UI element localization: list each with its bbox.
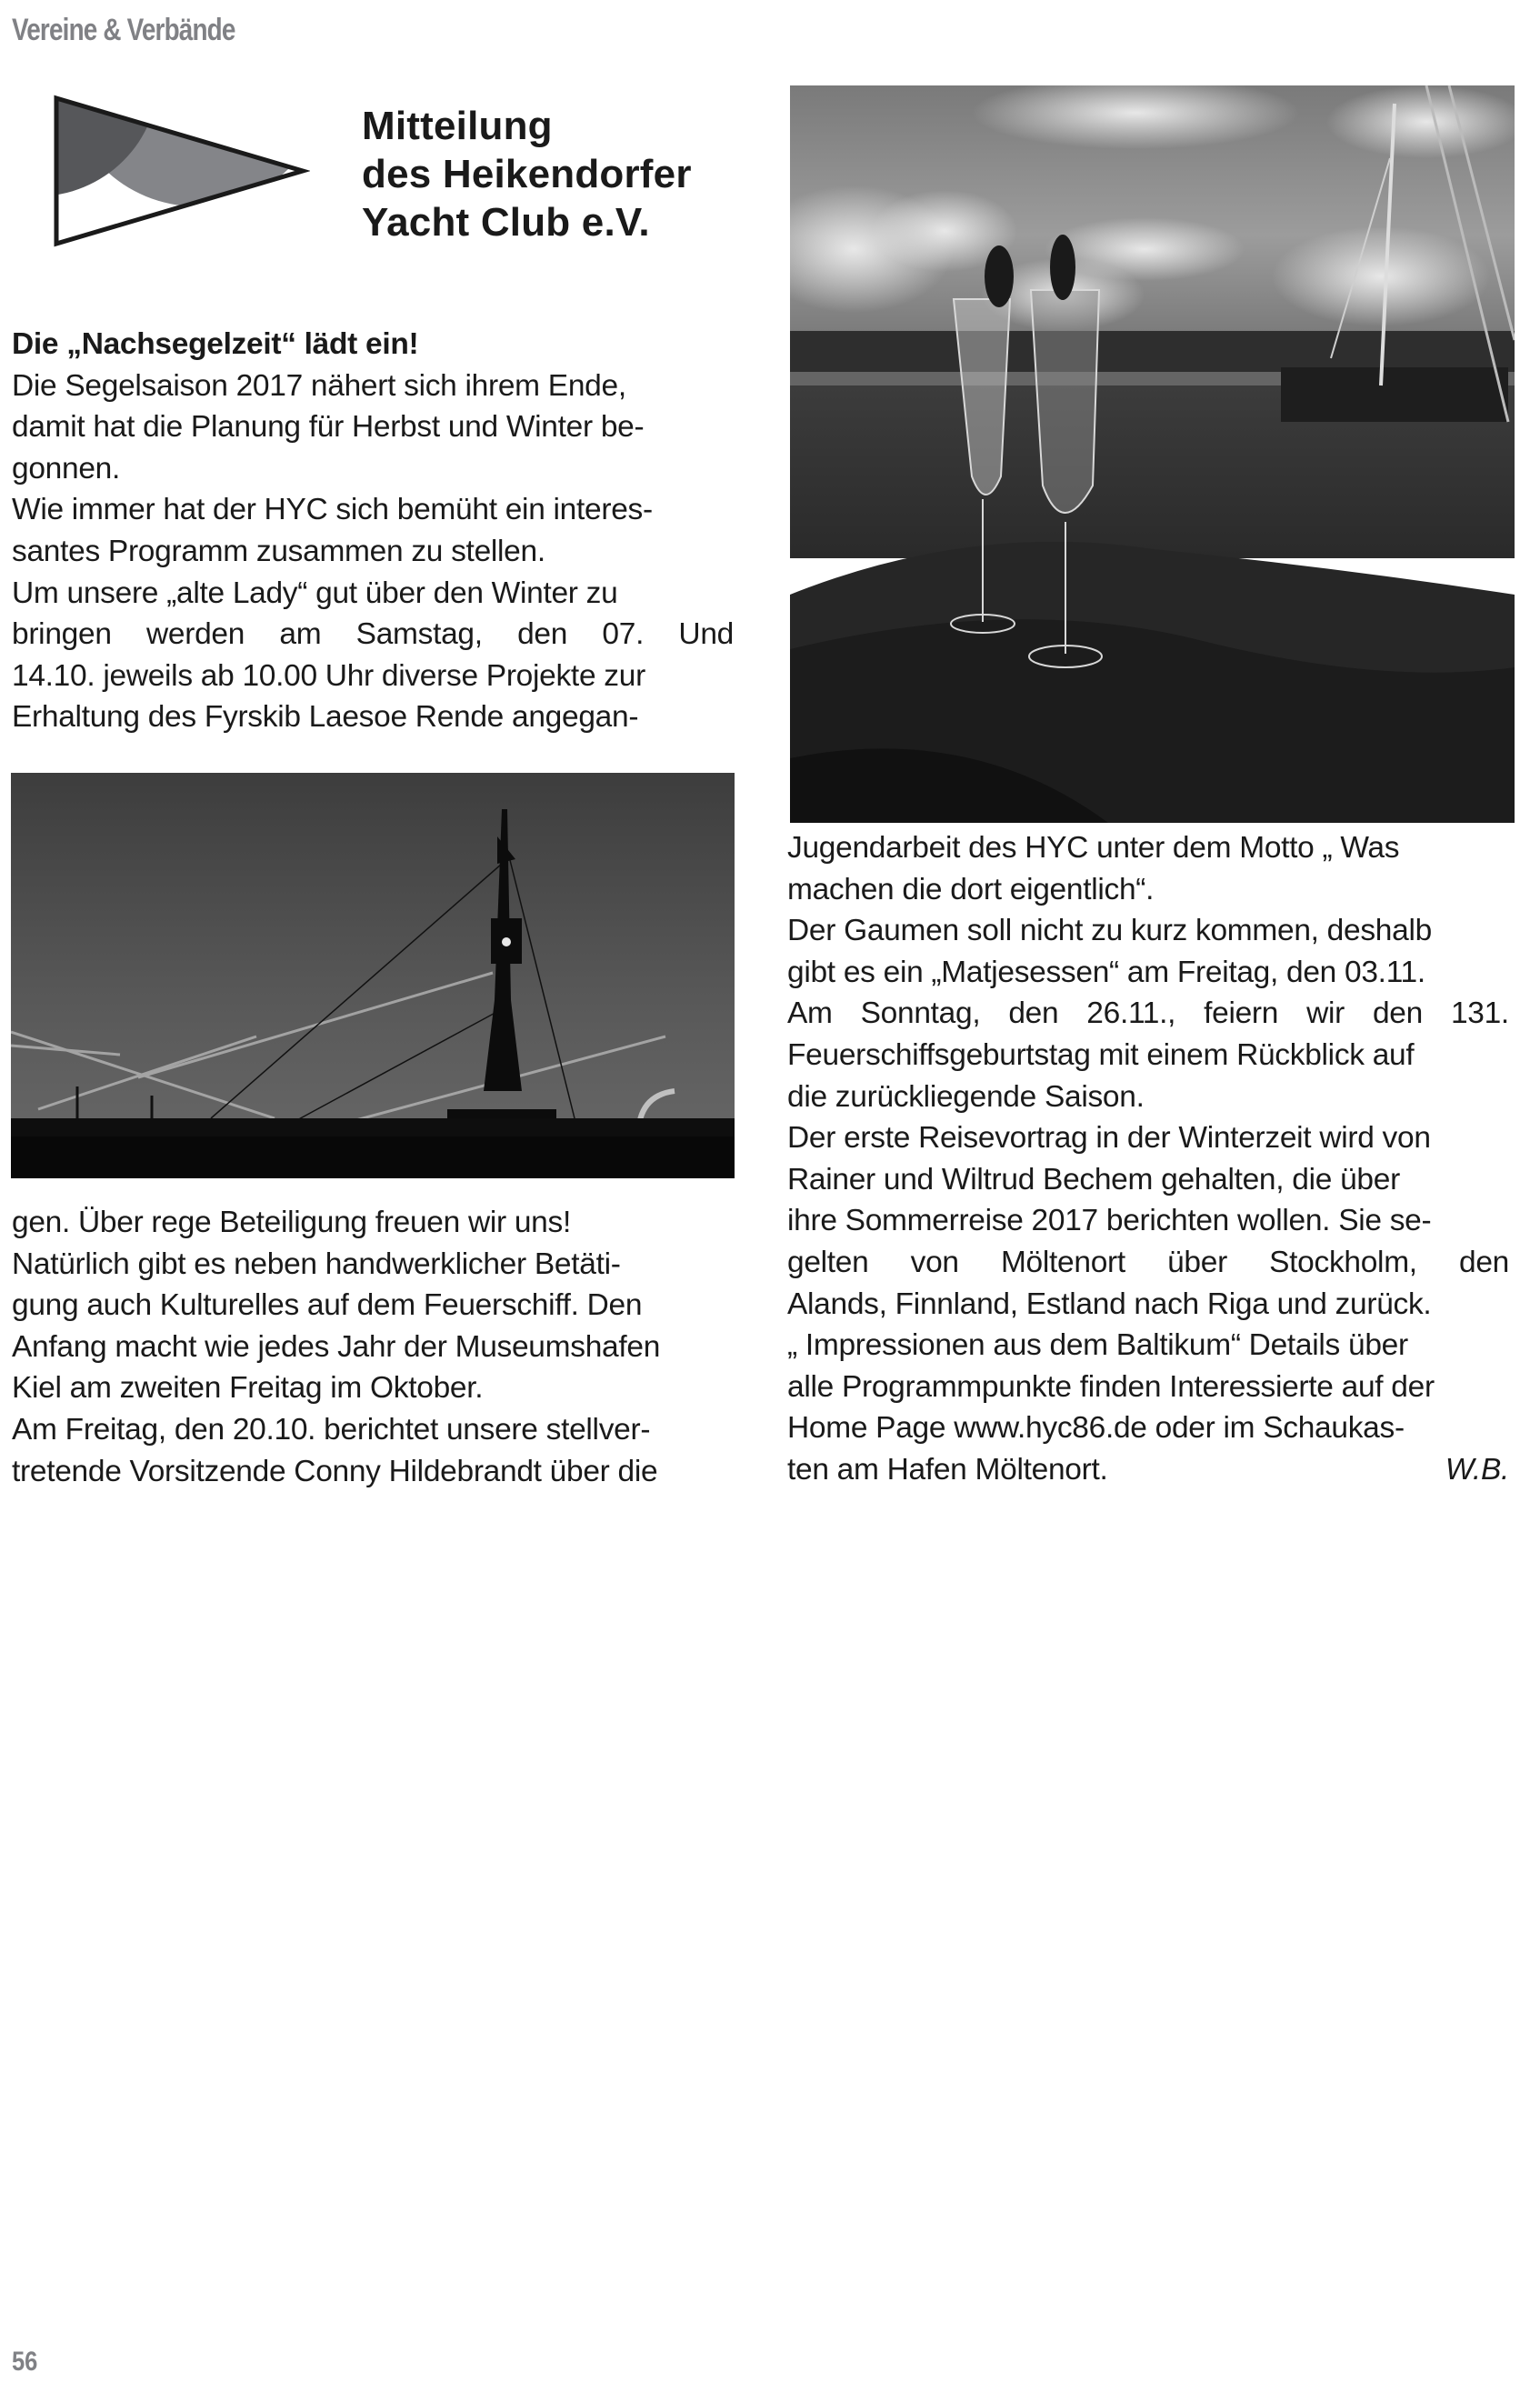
word: den [1372,996,1423,1031]
word: 07. [602,617,645,652]
word: gelten [787,1245,869,1279]
word: den [517,617,568,652]
text-line: Rainer und Wiltrud Bechem gehalten, die über [787,1162,1400,1197]
section-header: Vereine & Verbände [12,13,235,47]
text-line: gibt es ein „Matjesessen“ am Freitag, den 03.11. [787,955,1425,989]
word: über [1167,1245,1227,1279]
word: Am [787,996,833,1031]
text-line: gung auch Kulturelles auf dem Feuerschiff. Den [12,1288,643,1323]
text-line: tretende Vorsitzende Conny Hildebrandt über die [12,1454,658,1488]
text-line: Der Gaumen soll nicht zu kurz kommen, deshalb [787,914,1432,948]
text-line: „ Impressionen aus dem Baltikum“ Details über [787,1328,1408,1363]
word: 26.11., [1086,996,1176,1031]
word: bringen [12,617,112,652]
lightship-silhouette-sunset-photo [11,773,735,1178]
text-line: Erhaltung des Fyrskib Laesoe Rende angegan- [12,700,639,735]
word: 131. [1450,996,1509,1031]
word: wir [1306,996,1345,1031]
text-line: gonnen. [12,451,120,486]
text-line [12,614,734,656]
headline: Die „Nachsegelzeit“ lädt ein! [12,327,419,361]
text-line: damit hat die Planung für Herbst und Winter be- [12,410,645,445]
text-line-end: ten am Hafen Möltenort. [787,1452,1108,1487]
word: Möltenort [1000,1245,1125,1279]
text-line: Jugendarbeit des HYC unter dem Motto „ Was [787,831,1400,865]
text-line: Kiel am zweiten Freitag im Oktober. [12,1371,484,1406]
text-line [787,993,1509,1035]
title-line-2: des Heikendorfer [362,152,692,196]
champagne-glasses-harbor-photo [790,85,1515,823]
text-line: die zurückliegende Saison. [787,1079,1145,1114]
word: Sonntag, [860,996,981,1031]
text-line: 14.10. jeweils ab 10.00 Uhr diverse Projekte zur [12,658,645,693]
article-title [362,102,692,246]
text-line [787,1242,1509,1284]
text-line: Die Segelsaison 2017 nähert sich ihrem Ende, [12,368,626,403]
text-line-signed [787,1449,1509,1491]
word: feiern [1204,996,1279,1031]
left-column-top [12,324,734,738]
title-line-3: Yacht Club e.V. [362,200,650,245]
text-line: Home Page www.hyc86.de oder im Schaukas- [787,1411,1405,1446]
text-line: Natürlich gibt es neben handwerklicher Betäti- [12,1247,621,1281]
right-column [787,827,1509,1491]
word: den [1008,996,1059,1031]
text-line: alle Programmpunkte finden Interessierte auf der [787,1369,1435,1404]
word: Samstag, [355,617,483,652]
text-line: Wie immer hat der HYC sich bemüht ein interes- [12,493,653,527]
text-line: Anfang macht wie jedes Jahr der Museumshafen [12,1329,661,1364]
text-line: machen die dort eigentlich“. [787,872,1155,906]
text-line: Am Freitag, den 20.10. berichtet unsere stellver- [12,1412,651,1447]
word: am [279,617,322,652]
text-line: santes Programm zusammen zu stellen. [12,534,545,568]
text-line: Um unsere „alte Lady“ gut über den Winter zu [12,576,618,610]
text-line: gen. Über rege Beteiligung freuen wir uns! [12,1206,571,1239]
text-line: Der erste Reisevortrag in der Winterzeit wird von [787,1121,1431,1156]
text-line: ihre Sommerreise 2017 berichten wollen. Sie se- [787,1204,1432,1238]
title-line-1: Mitteilung [362,104,553,148]
word: werden [145,617,245,652]
left-column-bottom [12,1202,734,1492]
word: den [1458,1245,1509,1279]
text-line: Alands, Finnland, Estland nach Riga und zurück. [787,1287,1432,1321]
club-pennant-icon [51,93,310,249]
text-line: Feuerschiffsgeburtstag mit einem Rückblick auf [787,1037,1415,1072]
word: von [910,1245,959,1279]
author-signature: W.B. [1445,1452,1509,1487]
word: Und [678,617,734,652]
word: Stockholm, [1269,1245,1417,1279]
page-number: 56 [12,2347,38,2377]
